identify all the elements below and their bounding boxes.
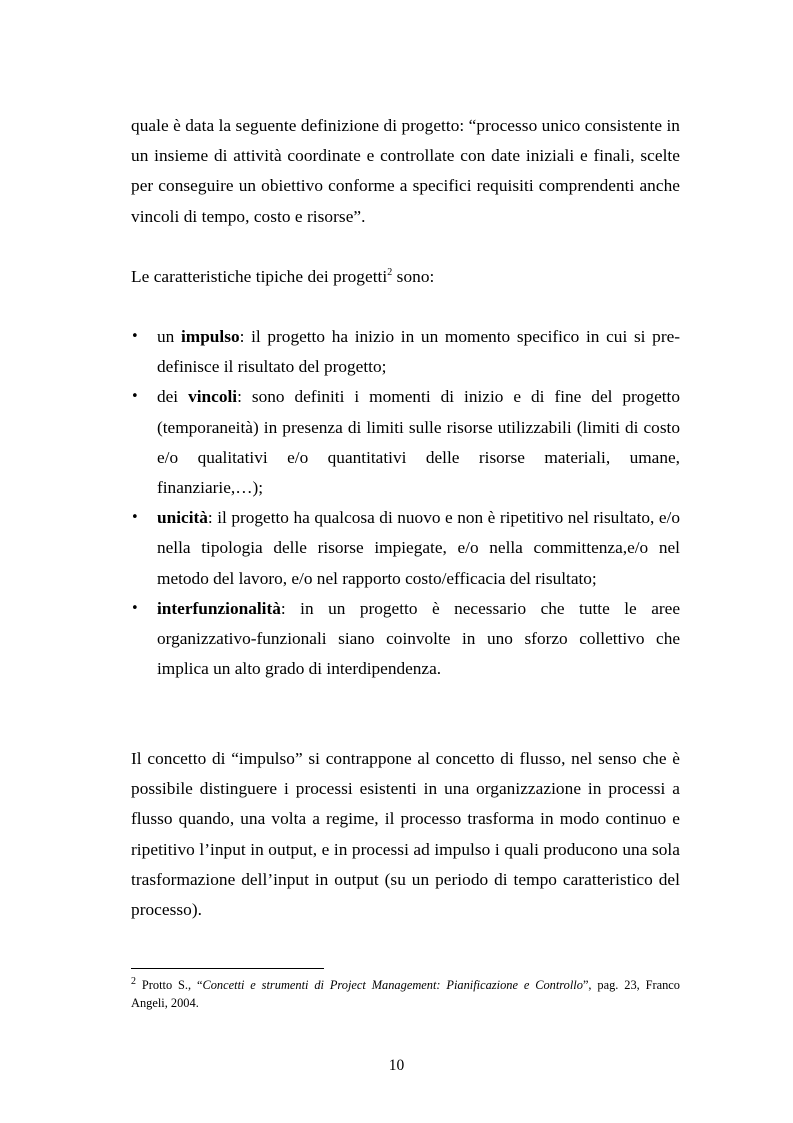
item-text: : in un progetto è necessario che tutte le aree organizzativo-funzionali siano coinvolte in uno sforzo collettivo che implica un alto grado di interdipendenza. xyxy=(157,598,680,679)
list-item-unicita xyxy=(131,503,680,594)
intro-text-end: sono: xyxy=(392,267,435,286)
bullet-icon: • xyxy=(131,600,139,616)
footnote xyxy=(131,976,680,1012)
item-text: : il progetto ha inizio in un momento specifico in cui si pre-definisce il risultato del progetto; xyxy=(157,327,681,377)
intro-text: Le caratteristiche tipiche dei progetti xyxy=(131,267,388,286)
bullet-icon: • xyxy=(131,389,139,405)
footnote-title: Concetti e strumenti di Project Management: Pianificazione e Controllo xyxy=(202,978,583,992)
paragraph-characteristics-intro xyxy=(131,262,680,292)
footnote-rest: ”, pag. 23, Franco Angeli, 2004. xyxy=(131,978,681,1010)
footnote-divider xyxy=(131,968,324,969)
item-term: interfunzionalità xyxy=(157,598,281,618)
paragraph-impulso-flusso: Il concetto di “impulso” si contrappone al concetto di flusso, nel senso che è possibile distinguere i processi esistenti in una organizzazione in processi a flusso quando, una volta a regime, il processo trasforma in modo continuo e ripetitivo l’input in output, e in processi ad impulso i quali producono una sola trasformazione dell’input in output (su un periodo di tempo caratteristico del processo). xyxy=(131,749,680,920)
item-text: : sono definiti i momenti di inizio e di fine del progetto (temporaneità) in presenza di limiti sulle risorse utilizzabili (limiti di costo e/o qualitativi e/o quantitativi delle risorse materiali, umane, finanziarie,…); xyxy=(157,387,680,498)
list-item-impulso xyxy=(131,322,680,382)
item-text: : il progetto ha qualcosa di nuovo e non è ripetitivo nel risultato, e/o nella tipologia delle risorse impiegate, e/o nella committenza,e/o nel metodo del lavoro, e/o nel rapporto costo/efficacia del risultato; xyxy=(157,508,680,588)
characteristics-list xyxy=(131,322,680,684)
list-item-interfunzionalita xyxy=(131,594,680,685)
item-prefix: un xyxy=(157,327,181,346)
item-prefix: dei xyxy=(157,387,189,407)
bullet-icon: • xyxy=(131,510,139,526)
bullet-icon: • xyxy=(131,329,139,344)
footnote-number: 2 xyxy=(131,975,136,987)
paragraph-definition: quale è data la seguente definizione di progetto: “processo unico consistente in un insieme di attività coordinate e controllate con date iniziali e finali, scelte per conseguire un obiettivo conforme a specifici requisiti comprendenti anche vincoli di tempo, costo e risorse”. xyxy=(131,116,680,226)
footnote-author: Protto S., “ xyxy=(136,978,203,992)
item-term: impulso xyxy=(181,327,240,346)
footnote-reference: 2 xyxy=(387,267,393,279)
page-number: 10 xyxy=(388,1057,405,1074)
item-term: vincoli xyxy=(188,387,238,407)
item-term: unicità xyxy=(157,508,208,528)
list-item-vincoli xyxy=(131,382,680,503)
